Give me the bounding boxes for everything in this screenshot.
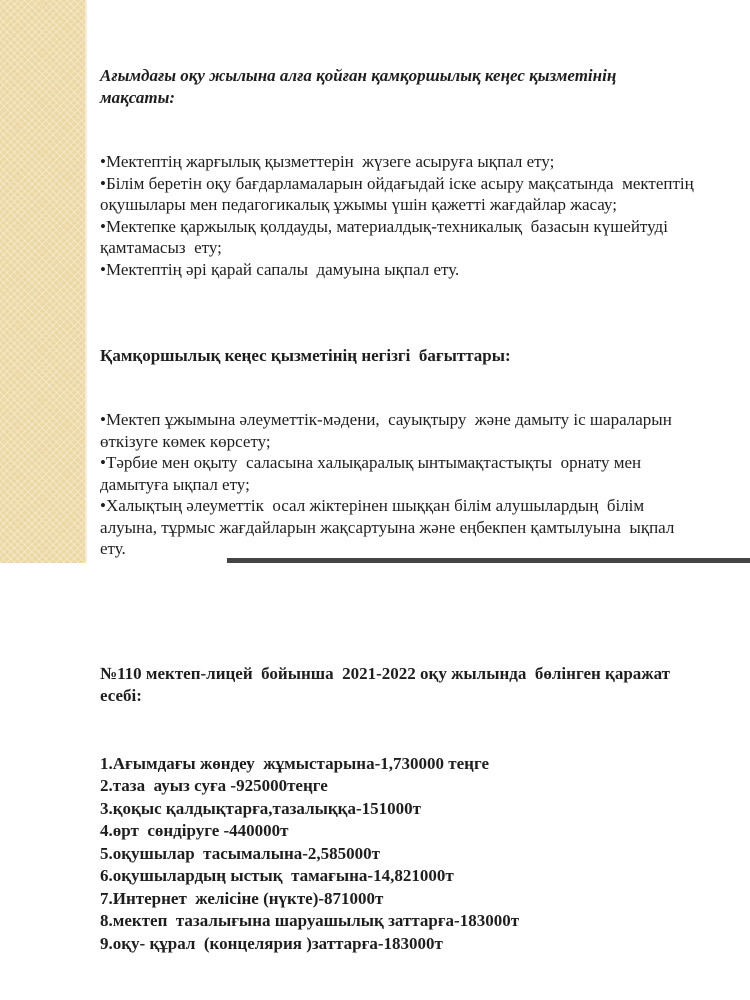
- budget-list-item: 6.оқушылардың ыстық тамағына-14,821000т: [100, 865, 696, 888]
- budget-list-item: 1.Ағымдағы жөндеу жұмыстарына-1,730000 теңге: [100, 753, 696, 776]
- goals-heading: Ағымдағы оқу жылына алға қойған қамқоршылық кеңес қызметінің мақсаты:: [100, 65, 696, 108]
- directions-heading: Қамқоршылық кеңес қызметінің негізгі бағыттары:: [100, 345, 696, 367]
- goals-section: [100, 22, 696, 603]
- slide-bottom-edge-bar: [227, 558, 750, 563]
- goals-list-item: •Мектептің жарғылық қызметтерін жүзеге асыруға ықпал ету;: [100, 151, 696, 173]
- budget-list: [100, 753, 696, 956]
- budget-list-item: 5.оқушылар тасымалына-2,585000т: [100, 843, 696, 866]
- goals-list: [100, 151, 696, 280]
- directions-list-item: •Тәрбие мен оқыту саласына халықаралық ынтымақтастықты орнату мен дамытуға ықпал ету;: [100, 452, 696, 495]
- slide-content: [100, 22, 696, 1000]
- budget-heading: №110 мектеп-лицей бойынша 2021-2022 оқу жылында бөлінген қаражат есебі:: [100, 663, 696, 708]
- budget-list-item: 4.өрт сөндіруге -440000т: [100, 820, 696, 843]
- directions-list-item: •Халықтың әлеуметтік осал жіктерінен шыққан білім алушылардың білім алуына, тұрмыс жағдайларын жақсартуына және еңбекпен қамтылуына ықпал ету.: [100, 495, 696, 560]
- directions-list: [100, 409, 696, 560]
- budget-list-item: 9.оқу- құрал (концелярия )заттарға-183000т: [100, 933, 696, 956]
- budget-section: [100, 618, 696, 1000]
- goals-list-item: •Мектепке қаржылық қолдауды, материалдық-техникалық базасын күшейтуді қамтамасыз ету;: [100, 216, 696, 259]
- goals-list-item: •Білім беретін оқу бағдарламаларын ойдағыдай іске асыру мақсатында мектептің оқушылары мен педагогикалық ұжымы үшін қажетті жағдайлар жасау;: [100, 173, 696, 216]
- budget-list-item: 3.қоқыс қалдықтарға,тазалыққа-151000т: [100, 798, 696, 821]
- goals-list-item: •Мектептің әрі қарай сапалы дамуына ықпал ету.: [100, 259, 696, 281]
- budget-list-item: 2.таза ауыз суға -925000теңге: [100, 775, 696, 798]
- directions-list-item: •Мектеп ұжымына әлеуметтік-мәдени, сауықтыру және дамыту іс шараларын өткізуге көмек көрсету;: [100, 409, 696, 452]
- decorative-left-stripe: [0, 0, 87, 563]
- budget-list-item: 7.Интернет желісіне (нүкте)-871000т: [100, 888, 696, 911]
- budget-list-item: 8.мектеп тазалығына шаруашылық заттарға-183000т: [100, 910, 696, 933]
